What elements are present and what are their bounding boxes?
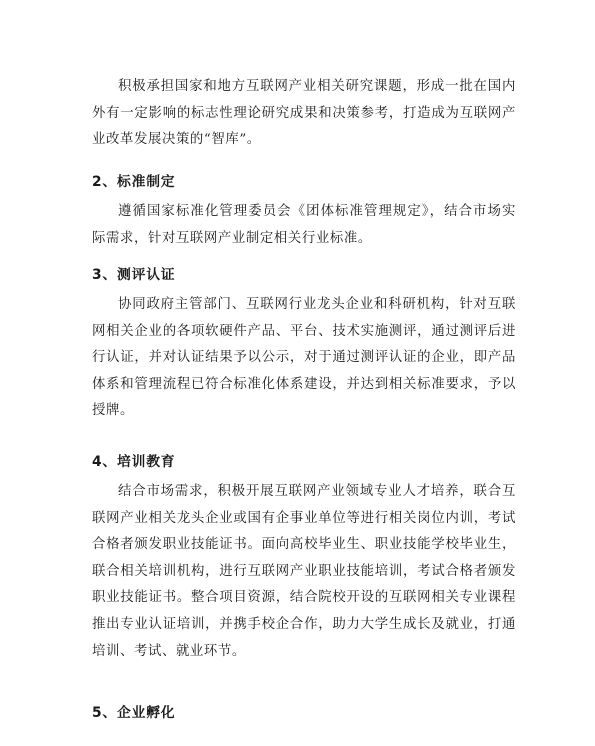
section-body-standards: 遵循国家标准化管理委员会《团体标准管理规定》，结合市场实际需求，针对互联网产业制定相关行业标准。 — [92, 204, 516, 246]
section-heading-training: 4、培训教育 — [92, 454, 176, 470]
section-heading-standards: 2、标准制定 — [92, 174, 176, 190]
section-body-certification: 协同政府主管部门、互联网行业龙头企业和科研机构，针对互联网相关企业的各项软硬件产品、平台、技术实施测评，通过测评后进行认证，并对认证结果予以公示，对于通过测评认证的企业，即产品体系和管理流程已符合标准化体系建设，并达到相关标准要求，予以授牌。 — [92, 297, 516, 419]
section-body-training: 结合市场需求，积极开展互联网产业领域专业人才培养，联合互联网产业相关龙头企业或国有企事业单位等进行相关岗位内训，考试合格者颁发职业技能证书。面向高校毕业生、职业技能学校毕业生，联合相关培训机构，进行互联网产业职业技能培训，考试合格者颁发职业技能证书。整合项目资源，结合院校开设的互联网相关专业课程推出专业认证培训，并携手校企合作，助力大学生成长及就业，打通培训、考试、就业环节。 — [92, 484, 516, 659]
intro-paragraph: 积极承担国家和地方互联网产业相关研究课题，形成一批在国内外有一定影响的标志性理论研究成果和决策参考，打造成为互联网产业改革发展决策的“智库”。 — [92, 79, 516, 148]
section-heading-incubation: 5、企业孵化 — [92, 705, 176, 721]
section-heading-certification: 3、测评认证 — [92, 267, 176, 283]
